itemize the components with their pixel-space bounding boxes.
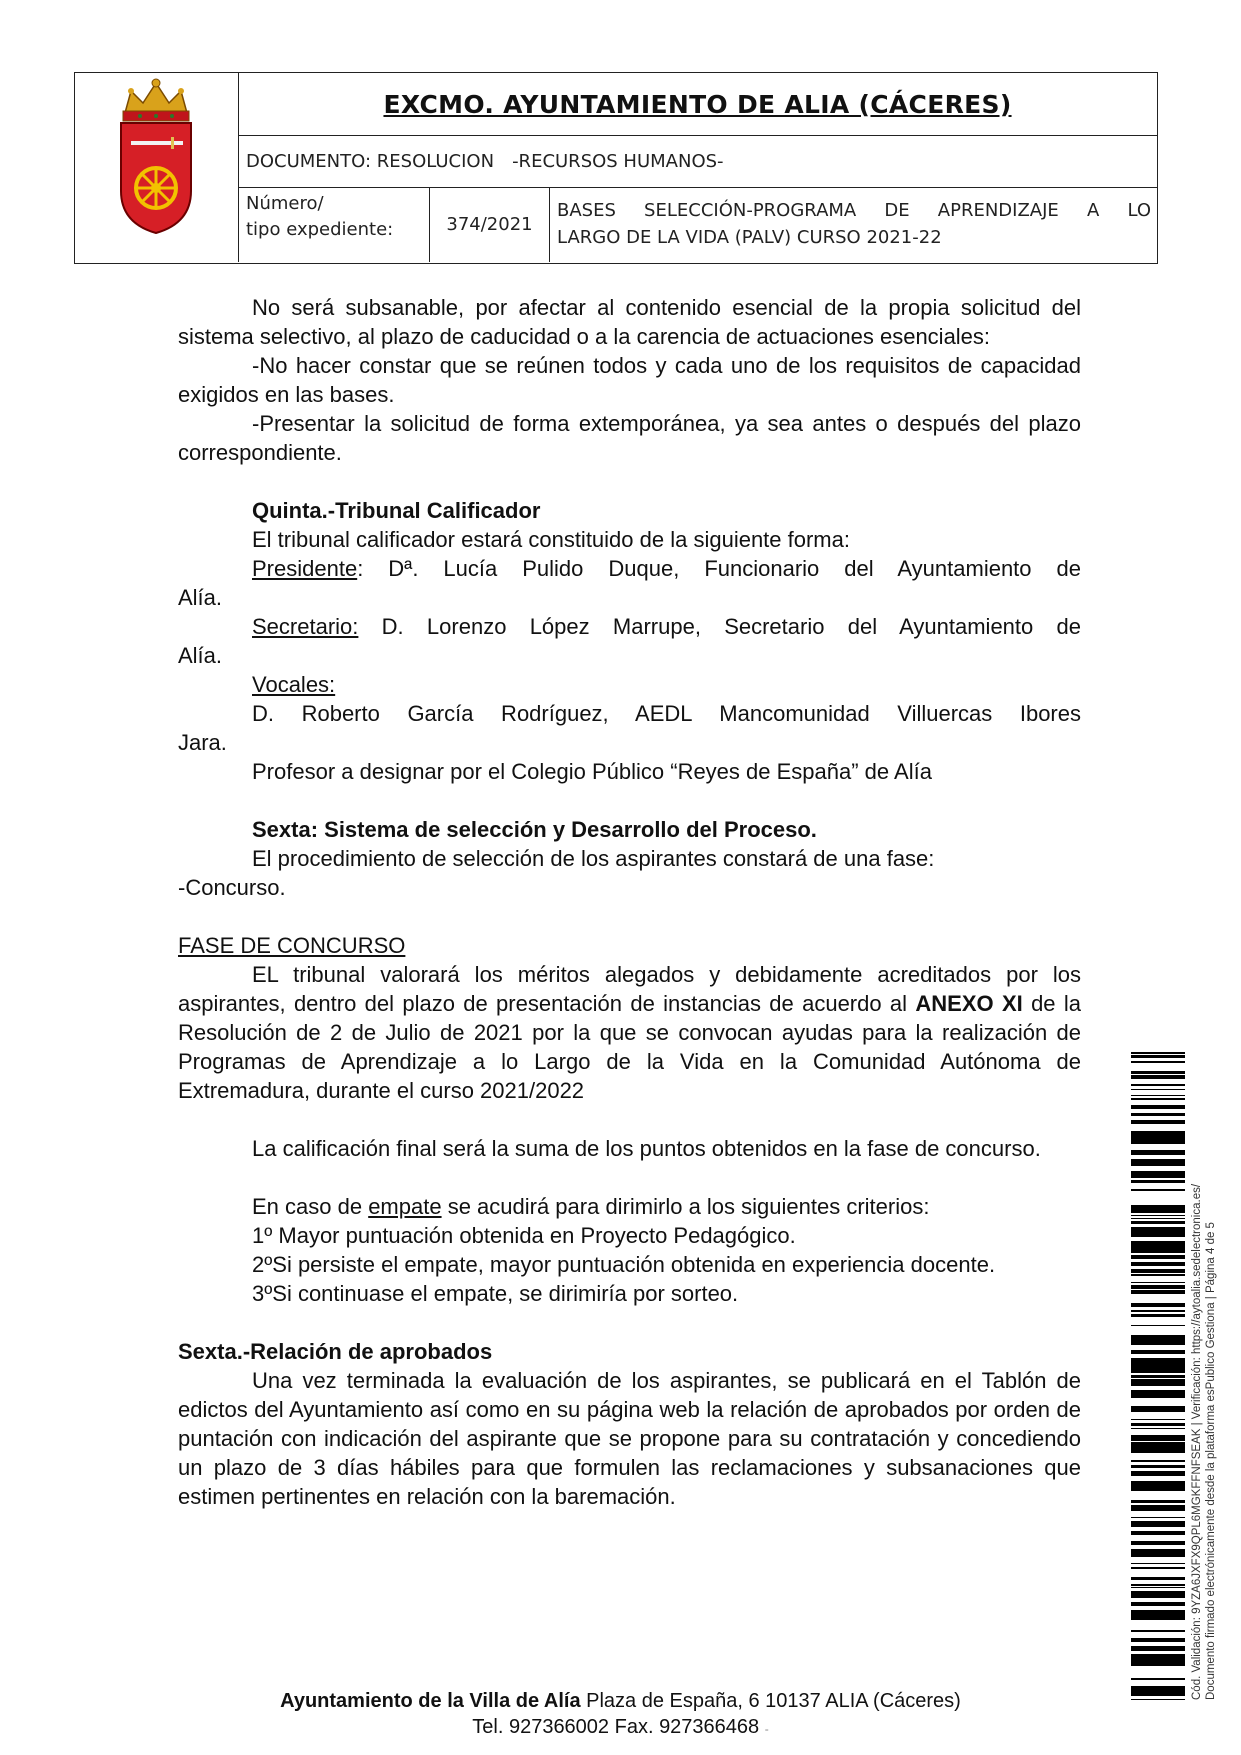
barcode-bar xyxy=(1131,1310,1185,1312)
barcode-bar xyxy=(1131,1437,1185,1441)
barcode-bar xyxy=(1131,1174,1185,1177)
barcode-bar xyxy=(1131,1250,1185,1253)
coat-of-arms-logo xyxy=(75,73,238,262)
barcode-bar xyxy=(1131,1290,1185,1291)
section-heading: Quinta.-Tribunal Calificador xyxy=(252,498,541,523)
barcode-bar xyxy=(1131,1595,1185,1598)
barcode-bar xyxy=(1131,1450,1185,1453)
barcode-bar xyxy=(1131,1638,1185,1642)
barcode-bar xyxy=(1131,1343,1185,1345)
barcode-bar xyxy=(1131,1481,1185,1483)
barcode-bar xyxy=(1131,1396,1185,1398)
barcode-bar xyxy=(1131,1162,1185,1165)
paragraph: No será subsanable, por afectar al contenido esencial de la propia solicitud del sistema selectivo, al plazo de caducidad o a la carencia de actuaciones esenciales: xyxy=(178,295,1081,349)
barcode-bar xyxy=(1131,1613,1185,1616)
barcode-bar xyxy=(1131,1274,1185,1276)
tribunal-member: D. Roberto García Rodríguez, AEDL Mancomunidad Villuercas Ibores xyxy=(252,701,1081,726)
barcode-bar xyxy=(1131,1235,1185,1237)
barcode-bar xyxy=(1131,1055,1185,1057)
barcode-bar xyxy=(1131,1350,1185,1351)
barcode-bar xyxy=(1131,1206,1185,1208)
barcode-bar xyxy=(1131,1291,1185,1292)
barcode-bar xyxy=(1131,1120,1185,1122)
barcode-bar xyxy=(1131,1071,1185,1074)
barcode-bar xyxy=(1131,1555,1185,1557)
barcode-bar xyxy=(1131,1646,1185,1648)
barcode-bar xyxy=(1131,1099,1185,1100)
barcode-bar xyxy=(1131,1282,1185,1283)
barcode-bar xyxy=(1131,1517,1185,1518)
paragraph: El procedimiento de selección de los aspirantes constará de una fase: xyxy=(252,846,935,871)
barcode-bar xyxy=(1131,1587,1185,1588)
footer-phone: Tel. 927366002 Fax. 927366468 xyxy=(472,1716,760,1738)
barcode-bar xyxy=(1131,1366,1185,1368)
barcode-bar xyxy=(1131,1531,1185,1535)
barcode-bar xyxy=(1131,1509,1185,1510)
barcode-bar xyxy=(1131,1375,1185,1378)
barcode-bar xyxy=(1131,1160,1185,1162)
criterion: 2ºSi persiste el empate, mayor puntuación obtenida en experiencia docente. xyxy=(252,1252,996,1277)
barcode-bar xyxy=(1131,1285,1185,1289)
barcode-bar xyxy=(1131,1584,1185,1586)
paragraph: Una vez terminada la evaluación de los aspirantes, se publicará en el Tablón de edictos del Ayuntamiento así como en su página web la relación de aprobados por orden de puntación con indicación del aspirante que se propone para su contratación y concediendo un plazo de 3 días hábiles para que formulen las reclamaciones y subsanaciones que estimen pertinentes en relación con la baremación. xyxy=(178,1368,1081,1509)
barcode-bar xyxy=(1131,1630,1185,1632)
barcode-bar xyxy=(1131,1243,1185,1247)
paragraph: El tribunal calificador estará constituido de la siguiente forma: xyxy=(252,527,850,552)
barcode-bar xyxy=(1131,1133,1185,1137)
vocales-label: Vocales: xyxy=(252,672,336,697)
barcode-bar xyxy=(1131,1525,1185,1527)
expediente-subject: BASES SELECCIÓN-PROGRAMA DE APRENDIZAJE A LO LARGO DE LA VIDA (PALV) CURSO 2021-22 xyxy=(557,200,1151,248)
paragraph: -Presentar la solicitud de forma extemporánea, ya sea antes o después del plazo correspondiente. xyxy=(178,411,1081,465)
barcode-bar xyxy=(1131,1171,1185,1174)
barcode-bar xyxy=(1131,1665,1185,1666)
barcode-bar xyxy=(1131,1303,1185,1307)
barcode-bar xyxy=(1131,1602,1185,1606)
barcode-bar xyxy=(1131,1390,1185,1392)
barcode-bar xyxy=(1131,1089,1185,1090)
barcode-bar xyxy=(1131,1408,1185,1412)
barcode-bar xyxy=(1131,1568,1185,1569)
barcode-bar xyxy=(1131,1446,1185,1450)
document-header xyxy=(74,72,1158,264)
paragraph: EL tribunal valorará los méritos alegados y debidamente acreditados por los aspirantes, dentro del plazo de presentación de instancias de acuerdo al ANEXO XI de la Resolución de 2 de Julio de 2021 por la que se convocan ayudas para la realización de Programas de Aprendizaje a lo Largo de la Vida en la Comunidad Autónoma de Extremadura, durante el curso 2021/2022 xyxy=(178,962,1081,1103)
tribunal-member: Secretario: D. Lorenzo López Marrupe, Secretario del Ayuntamiento de xyxy=(252,614,1081,639)
document-type-row xyxy=(238,135,1157,188)
validation-side-text: Cód. Validación: 9YZA6JXFX9QPL6MGKFFNFSEAK | Verificación: https://aytoalia.sedelectronica.es/ Documento firmado electrónicamente desde la plataforma esPublico Gestiona | Página 4 de 5 xyxy=(1191,1183,1217,1700)
barcode-bar xyxy=(1131,1159,1185,1160)
barcode-bar xyxy=(1131,1567,1185,1568)
barcode-bar xyxy=(1131,1379,1185,1383)
barcode-bar xyxy=(1131,1610,1185,1613)
barcode-bar xyxy=(1131,1137,1185,1141)
barcode-bar xyxy=(1131,1215,1185,1216)
barcode-bar xyxy=(1131,1227,1185,1228)
barcode-bar xyxy=(1131,1292,1185,1294)
barcode-bar xyxy=(1131,1314,1185,1315)
barcode-bar xyxy=(1131,1551,1185,1552)
barcode-bar xyxy=(1131,1057,1185,1058)
barcode-bar xyxy=(1131,1541,1185,1545)
barcode-bar xyxy=(1131,1141,1185,1144)
barcode-bar xyxy=(1131,1435,1185,1437)
barcode-bar xyxy=(1131,1524,1185,1525)
barcode-bar xyxy=(1131,1335,1185,1338)
barcode-bar xyxy=(1131,1460,1185,1462)
barcode-bar xyxy=(1131,1552,1185,1555)
document-body: No será subsanable, por afectar al contenido esencial de la propia solicitud del sistema selectivo, al plazo de caducidad o a la carencia de actuaciones esenciales: -No hacer constar que se reúnen todos y cada uno de los requisitos de capacidad exigidos en las bases. -Presentar la solicitud de forma extemporánea, ya sea antes o después del plazo correspondiente. Quinta.-Tribunal Calificador El tribunal calificador estará constituido de la siguiente forma: Presidente: Dª. Lucía Pulido Duque, Funcionario del Ayuntamiento de Alía. Secretario: D. Lorenzo López Marrupe, Secretario del Ayuntamiento de Alía. Vocales: D. Roberto García Rodríguez, AEDL Mancomunidad Villuercas Ibores Jara. Profesor a designar por el Colegio Público “Reyes de España” de Alía Sexta: Sistema de selección y Desarrollo del Proceso. El procedimiento de selección de los aspirantes constará de una fase: -Concurso. FASE DE CONCURSO EL tribunal valorará los méritos alegados y debidamente acreditados por los aspirantes, dentro del plazo de presentación de instancias de acuerdo al ANEXO XI de la Resolución de 2 de Julio de 2021 por la que se convocan ayudas para la realización de Programas de Aprendizaje a lo Largo de la Vida en la Comunidad Autónoma de Extremadura, durante el curso 2021/2022 La calificación final será la suma de los puntos obtenidos en la fase de concurso. En caso de empate se acudirá para dirimirlo a los siguientes criterios: 1º Mayor puntuación obtenida en Proyecto Pedagógico. 2ºSi persiste el empate, mayor puntuación obtenida en experiencia docente. 3ºSi continuase el empate, se dirimiría por sorteo. Sexta.-Relación de aprobados Una vez terminada la evaluación de los aspirantes, se publicará en el Tablón de edictos del Ayuntamiento así como en su página web la relación de aprobados por orden de puntación con indicación del aspirante que se propone para su contratación y concediendo un plazo de 3 días hábiles para que formulen las reclamaciones y subsanaciones que estimen pertinentes en relación con la baremación. xyxy=(178,295,1081,1509)
barcode-bar xyxy=(1131,1591,1185,1593)
barcode-bar xyxy=(1131,1095,1185,1096)
barcode-bar xyxy=(1131,1131,1185,1133)
paragraph: -Concurso. xyxy=(178,875,286,900)
barcode-bar xyxy=(1131,1549,1185,1551)
barcode-bar xyxy=(1131,1362,1185,1366)
barcode-bar xyxy=(1131,1471,1185,1473)
paragraph: -No hacer constar que se reúnen todos y cada uno de los requisitos de capacidad exigidos en las bases. xyxy=(178,353,1081,407)
barcode-bar xyxy=(1131,1075,1185,1079)
barcode-bar xyxy=(1131,1505,1185,1509)
section-heading: Sexta.-Relación de aprobados xyxy=(178,1339,493,1364)
barcode-bar xyxy=(1131,1338,1185,1339)
barcode-bar xyxy=(1131,1122,1185,1124)
barcode-bar xyxy=(1131,1502,1185,1503)
barcode-bar xyxy=(1131,1180,1185,1183)
barcode-bar xyxy=(1131,1153,1185,1155)
barcode-bar xyxy=(1131,1165,1185,1166)
barcode-bar xyxy=(1131,1473,1185,1476)
barcode-bar xyxy=(1131,1428,1185,1429)
barcode-bar xyxy=(1131,1247,1185,1250)
barcode-bar xyxy=(1131,1648,1185,1651)
barcode-bar xyxy=(1131,1177,1185,1178)
criterion: 1º Mayor puntuación obtenida en Proyecto Pedagógico. xyxy=(252,1223,796,1248)
barcode-bar xyxy=(1131,1686,1185,1687)
barcode-bar xyxy=(1131,1221,1185,1224)
barcode-bar xyxy=(1131,1210,1185,1213)
barcode-bar xyxy=(1131,1205,1185,1206)
barcode-bar xyxy=(1131,1563,1185,1564)
barcode-bar xyxy=(1131,1658,1185,1662)
barcode-bar xyxy=(1131,1113,1185,1116)
paragraph: La calificación final será la suma de los puntos obtenidos en la fase de concurso. xyxy=(252,1136,1041,1161)
barcode-bar xyxy=(1131,1351,1185,1354)
validation-barcode xyxy=(1131,1052,1185,1700)
barcode-bar xyxy=(1131,1231,1185,1235)
document-type: DOCUMENTO: RESOLUCION xyxy=(246,150,495,172)
section-heading: Sexta: Sistema de selección y Desarrollo del Proceso. xyxy=(252,817,817,842)
page-footer: Ayuntamiento de la Villa de Alía Plaza de España, 6 10137 ALIA (Cáceres) Tel. 927366002 Fax. 927366468 - xyxy=(280,1690,961,1738)
barcode-bar xyxy=(1131,1662,1185,1665)
barcode-bar xyxy=(1131,1269,1185,1273)
barcode-bar xyxy=(1131,1489,1185,1491)
barcode-bar xyxy=(1131,1594,1185,1595)
tribunal-member: Presidente: Dª. Lucía Pulido Duque, Funcionario del Ayuntamiento de xyxy=(252,556,1081,581)
barcode-bar xyxy=(1131,1084,1185,1086)
coat-of-arms-cell xyxy=(75,73,239,262)
barcode-bar xyxy=(1131,1228,1185,1231)
barcode-bar xyxy=(1131,1423,1185,1426)
barcode-bar xyxy=(1131,1098,1185,1099)
footer-address: Plaza de España, 6 10137 ALIA (Cáceres) xyxy=(580,1690,961,1712)
barcode-bar xyxy=(1131,1392,1185,1396)
barcode-bar xyxy=(1131,1255,1185,1259)
barcode-bar xyxy=(1131,1510,1185,1511)
barcode-bar xyxy=(1131,1654,1185,1658)
barcode-bar xyxy=(1131,1616,1185,1620)
barcode-bar xyxy=(1131,1593,1185,1594)
barcode-bar xyxy=(1131,1369,1185,1373)
expediente-label: Número/ tipo expediente: xyxy=(238,187,430,262)
tribunal-member: Profesor a designar por el Colegio Público “Reyes de España” de Alía xyxy=(252,759,932,784)
barcode-bar xyxy=(1131,1208,1185,1210)
barcode-bar xyxy=(1131,1406,1185,1408)
barcode-bar xyxy=(1131,1465,1185,1468)
barcode-bar xyxy=(1131,1218,1185,1219)
barcode-bar xyxy=(1131,1577,1185,1580)
barcode-bar xyxy=(1131,1383,1185,1386)
barcode-bar xyxy=(1131,1483,1185,1485)
barcode-bar xyxy=(1131,1241,1185,1243)
page-title: EXCMO. AYUNTAMIENTO DE ALIA (CÁCERES) xyxy=(238,73,1157,136)
barcode-bar xyxy=(1131,1358,1185,1362)
barcode-bar xyxy=(1131,1521,1185,1522)
expediente-number: 374/2021 xyxy=(430,187,550,262)
barcode-bar xyxy=(1131,1485,1185,1489)
barcode-bar xyxy=(1131,1522,1185,1524)
barcode-bar xyxy=(1131,1150,1185,1153)
paragraph: En caso de empate se acudirá para dirimirlo a los siguientes criterios: xyxy=(252,1194,930,1219)
barcode-bar xyxy=(1131,1368,1185,1369)
barcode-bar xyxy=(1131,1262,1185,1266)
barcode-bar xyxy=(1131,1052,1185,1054)
criterion: 3ºSi continuase el empate, se dirimiría por sorteo. xyxy=(252,1281,739,1306)
barcode-bar xyxy=(1131,1442,1185,1446)
barcode-bar xyxy=(1131,1315,1185,1317)
department: -RECURSOS HUMANOS- xyxy=(512,150,724,172)
barcode-bar xyxy=(1131,1419,1185,1420)
barcode-bar xyxy=(1131,1500,1185,1502)
footer-org: Ayuntamiento de la Villa de Alía xyxy=(280,1690,581,1712)
section-heading: FASE DE CONCURSO xyxy=(178,933,406,958)
barcode-bar xyxy=(1131,1061,1185,1063)
barcode-bar xyxy=(1131,1105,1185,1109)
barcode-bar xyxy=(1131,1678,1185,1680)
barcode-bar xyxy=(1131,1189,1185,1191)
barcode-bar xyxy=(1131,1339,1185,1343)
barcode-bar xyxy=(1131,1325,1185,1326)
